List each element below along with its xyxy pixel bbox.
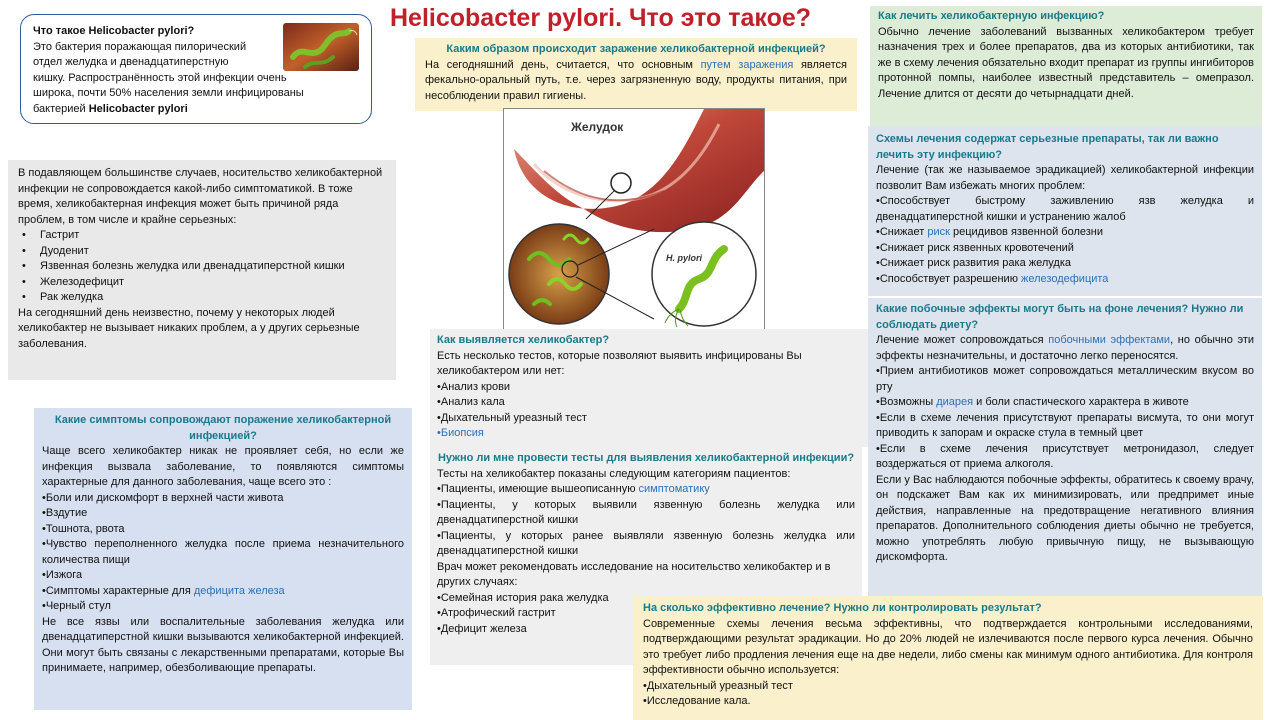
infection-text-part: является фекально-оральный путь, т.е. через загрязненную воду, продукты питания, при несоблюдении правил гигиены. xyxy=(425,58,848,102)
carrier-text: В подавляющем большинстве случаев, носительство хеликобактерной инфекции не сопровождается какой-либо симптоматикой. В тоже время, хеликобактерная инфекция может быть причиной ряда проблем, в том числе и крайне серьезных: xyxy=(18,167,383,226)
biopsy-link[interactable]: •Биопсия xyxy=(437,427,484,439)
symptoms-item: •Чувство переполненного желудка после приема незначительного количества пищи xyxy=(42,538,404,566)
symptoms-item xyxy=(42,584,404,600)
tests-item: •Семейная история рака желудка xyxy=(437,591,609,604)
side-item xyxy=(876,395,1254,411)
carrier-list-item: • Железодефицит xyxy=(18,275,386,291)
effect-heading: На сколько эффективно лечение? Нужно ли контролировать результат? xyxy=(643,602,1042,614)
infection-box xyxy=(415,38,857,111)
intro-line: широка, почти 50% населения земли инфицированы xyxy=(33,87,304,99)
schemes-item-text: рецидивов язвенной болезни xyxy=(949,226,1103,238)
detect-item: •Анализ кала xyxy=(437,396,505,408)
tests-intro: Тесты на хеликобактер показаны следующим категориям пациентов: xyxy=(437,467,791,480)
carrier-list-item: • Рак желудка xyxy=(18,290,386,306)
side-item: •Если в схеме лечения присутствует метронидазол, следует воздержаться от приема алкоголя. xyxy=(876,442,1254,470)
infection-text-part: На сегодняшний день, считается, что основным xyxy=(425,58,701,71)
side-item-text: и боли спастического характера в животе xyxy=(973,396,1189,408)
carrier-list xyxy=(18,228,386,306)
effect-item: •Дыхательный уреазный тест xyxy=(643,679,793,692)
side-footer: Если у Вас наблюдаются побочные эффекты, обратитесь к своему врачу, он подскажет Вам как их минимизировать, или предпримет иные действия, направленные на предотвращение негативного влияния препаратов. Дополнительного соблюдения диеты обычно не требуется, можно употреблять любую привычную пищу, не вызывающую дискомфорта. xyxy=(876,473,1254,563)
diarrhea-link[interactable]: диарея xyxy=(936,396,974,408)
infection-link[interactable]: путем заражения xyxy=(700,58,794,71)
effectiveness-box xyxy=(633,596,1263,720)
intro-line: кишку. Распространённость этой инфекции очень xyxy=(33,71,287,84)
treat-box xyxy=(870,6,1262,126)
tests-heading: Нужно ли мне провести тесты для выявления хеликобактерной инфекции? xyxy=(437,452,855,464)
treat-text: Обычно лечение заболеваний вызванных хеликобактером требует назначения трех и более препаратов, два из которых антибиотики, так же в схему лечения обязательно входит препарат из группы ингибиторов протонной помпы, наиболее известный представитель – омепразол. Лечение длится от десяти до четырнадцати дней. xyxy=(878,25,1254,100)
carrier-list-item: • Гастрит xyxy=(18,228,386,244)
stomach-label: Желудок xyxy=(571,120,624,134)
schemes-heading: Схемы лечения содержат серьезные препараты, так ли важно лечить эту инфекцию? xyxy=(876,133,1219,161)
intro-line-text: бактерией xyxy=(33,102,89,115)
symptoms-item: •Вздутие xyxy=(42,507,88,519)
intro-line: отдел желудка и двенадцатиперстную xyxy=(33,56,229,68)
symptoms-heading: Какие симптомы сопровождают поражение хеликобактерной инфекцией? xyxy=(54,414,392,442)
carrier-list-item: • Дуоденит xyxy=(18,244,386,260)
schemes-item xyxy=(876,272,1254,288)
bacteria-thumbnail xyxy=(283,23,359,71)
carrier-list-item: • Язвенная болезнь желудка или двенадцатиперстной кишки xyxy=(18,259,386,275)
detect-intro: Есть несколько тестов, которые позволяют выявить инфицированы Вы хеликобактером или нет: xyxy=(437,349,802,377)
infection-text xyxy=(425,58,847,105)
risk-link[interactable]: риск xyxy=(927,226,950,238)
side-effects-link[interactable]: побочными эффектами xyxy=(1048,334,1171,346)
infection-heading: Каким образом происходит заражение хеликобактерной инфекцией? xyxy=(446,43,826,55)
symptoms-item: •Боли или дискомфорт в верхней части живота xyxy=(42,491,284,504)
side-item-text: •Возможны xyxy=(876,396,937,408)
symptoms-item-text: •Симптомы характерные для xyxy=(42,584,194,597)
tests-item: •Пациенты, у которых ранее выявляли язвенную болезнь желудка или двенадцатиперстной кишки xyxy=(437,529,855,557)
schemes-item: •Снижает риск развития рака желудка xyxy=(876,257,1072,269)
magnified-tissue xyxy=(509,224,609,324)
symptoms-item: •Изжога xyxy=(42,569,83,581)
detect-heading: Как выявляется хеликобактер? xyxy=(437,334,610,346)
tests-item: •Атрофический гастрит xyxy=(437,607,556,619)
iron-deficiency-link[interactable]: железодефицита xyxy=(1021,272,1109,285)
intro-question: Что такое Helicobacter pylori? xyxy=(33,25,195,37)
tests-item xyxy=(437,482,855,498)
bacterium-label: H. pylori xyxy=(666,253,703,263)
schemes-item-text: •Способствует разрешению xyxy=(876,272,1022,285)
symptoms-item: •Тошнота, рвота xyxy=(42,522,125,535)
effect-item: •Исследование кала. xyxy=(643,695,751,707)
carrier-footer: На сегодняшний день неизвестно, почему у некоторых людей хеликобактер не вызывает никаких проблем, а у других серьезные заболевания. xyxy=(18,306,360,350)
symptoms-intro: Чаще всего хеликобактер никак не проявляет себя, но если же инфекция вызвала заболевание, то появляются симптомы характерные для данного заболевания, чаще всего это : xyxy=(42,445,404,488)
effect-text: Современные схемы лечения весьма эффективны, что подтверждается контрольными исследованиями, подтверждающими результат эрадикации. Но до 20% людей не излечиваются после первого курса лечения. Обычно это требует либо продления лечения еще на две недели, либо смены как минимум одного антибиотика. Для контроля эффективности обычно используется: xyxy=(643,617,1253,676)
side-intro-text: Лечение может сопровождаться xyxy=(876,334,1049,346)
schemes-box xyxy=(868,126,1262,296)
intro-box xyxy=(20,14,372,124)
schemes-item-text: •Снижает xyxy=(876,226,928,238)
side-item: •Прием антибиотиков может сопровождаться металлическим вкусом во рту xyxy=(876,365,1254,393)
tests-item: •Пациенты, у которых выявили язвенную болезнь желудка или двенадцатиперстной кишки xyxy=(437,498,855,526)
tests-doctor: Врач может рекомендовать исследование на носительство хеликобактер и в других случаях: xyxy=(437,560,831,588)
side-item: •Если в схеме лечения присутствуют препараты висмута, то они могут приводить к запорам и окраске стула в темный цвет xyxy=(876,411,1254,439)
carrier-box xyxy=(8,160,396,380)
intro-line: Это бактерия поражающая пилорический xyxy=(33,40,247,53)
detect-box xyxy=(430,329,870,447)
page-title: Helicobacter pylori. Что это такое? xyxy=(390,4,812,32)
tests-item: •Дефицит железа xyxy=(437,622,527,635)
schemes-item xyxy=(876,225,1254,241)
symptoms-link[interactable]: симптоматику xyxy=(638,483,710,495)
stomach-illustration xyxy=(503,108,765,330)
detect-item: •Дыхательный уреазный тест xyxy=(437,411,587,424)
side-heading: Какие побочные эффекты могут быть на фоне лечения? Нужно ли соблюдать диету? xyxy=(876,303,1244,331)
iron-deficiency-link[interactable]: дефицита железа xyxy=(193,584,285,597)
intro-line xyxy=(33,102,359,118)
symptoms-item: •Черный стул xyxy=(42,600,111,612)
symptoms-footer: Не все язвы или воспалительные заболевания желудка или двенадцатиперстной кишки вызываются хеликобактерной инфекцией. Они могут быть связаны с лекарственными препаратами, которые Вы принимаете, например, обезболивающие препараты. xyxy=(42,615,404,674)
schemes-item: •Снижает риск язвенных кровотечений xyxy=(876,241,1074,254)
symptoms-box xyxy=(34,408,412,710)
treat-heading: Как лечить хеликобактерную инфекцию? xyxy=(878,10,1105,22)
schemes-item: •Способствует быстрому заживлению язв желудка и двенадцатиперстной кишки и устранению жалоб xyxy=(876,195,1254,223)
tests-item-text: •Пациенты, имеющие вышеописанную xyxy=(437,483,639,495)
side-effects-box xyxy=(868,298,1262,596)
intro-bacterium-name: Helicobacter pylori xyxy=(88,102,188,115)
side-intro-text: , но обычно эти эффекты незначительны, и достаточно легко переносятся. xyxy=(876,334,1255,362)
side-intro xyxy=(876,333,1254,364)
schemes-intro: Лечение (так же называемое эрадикацией) хеликобактерной инфекции позволит Вам избежать многих проблем: xyxy=(876,164,1254,192)
detect-item: •Анализ крови xyxy=(437,380,511,393)
